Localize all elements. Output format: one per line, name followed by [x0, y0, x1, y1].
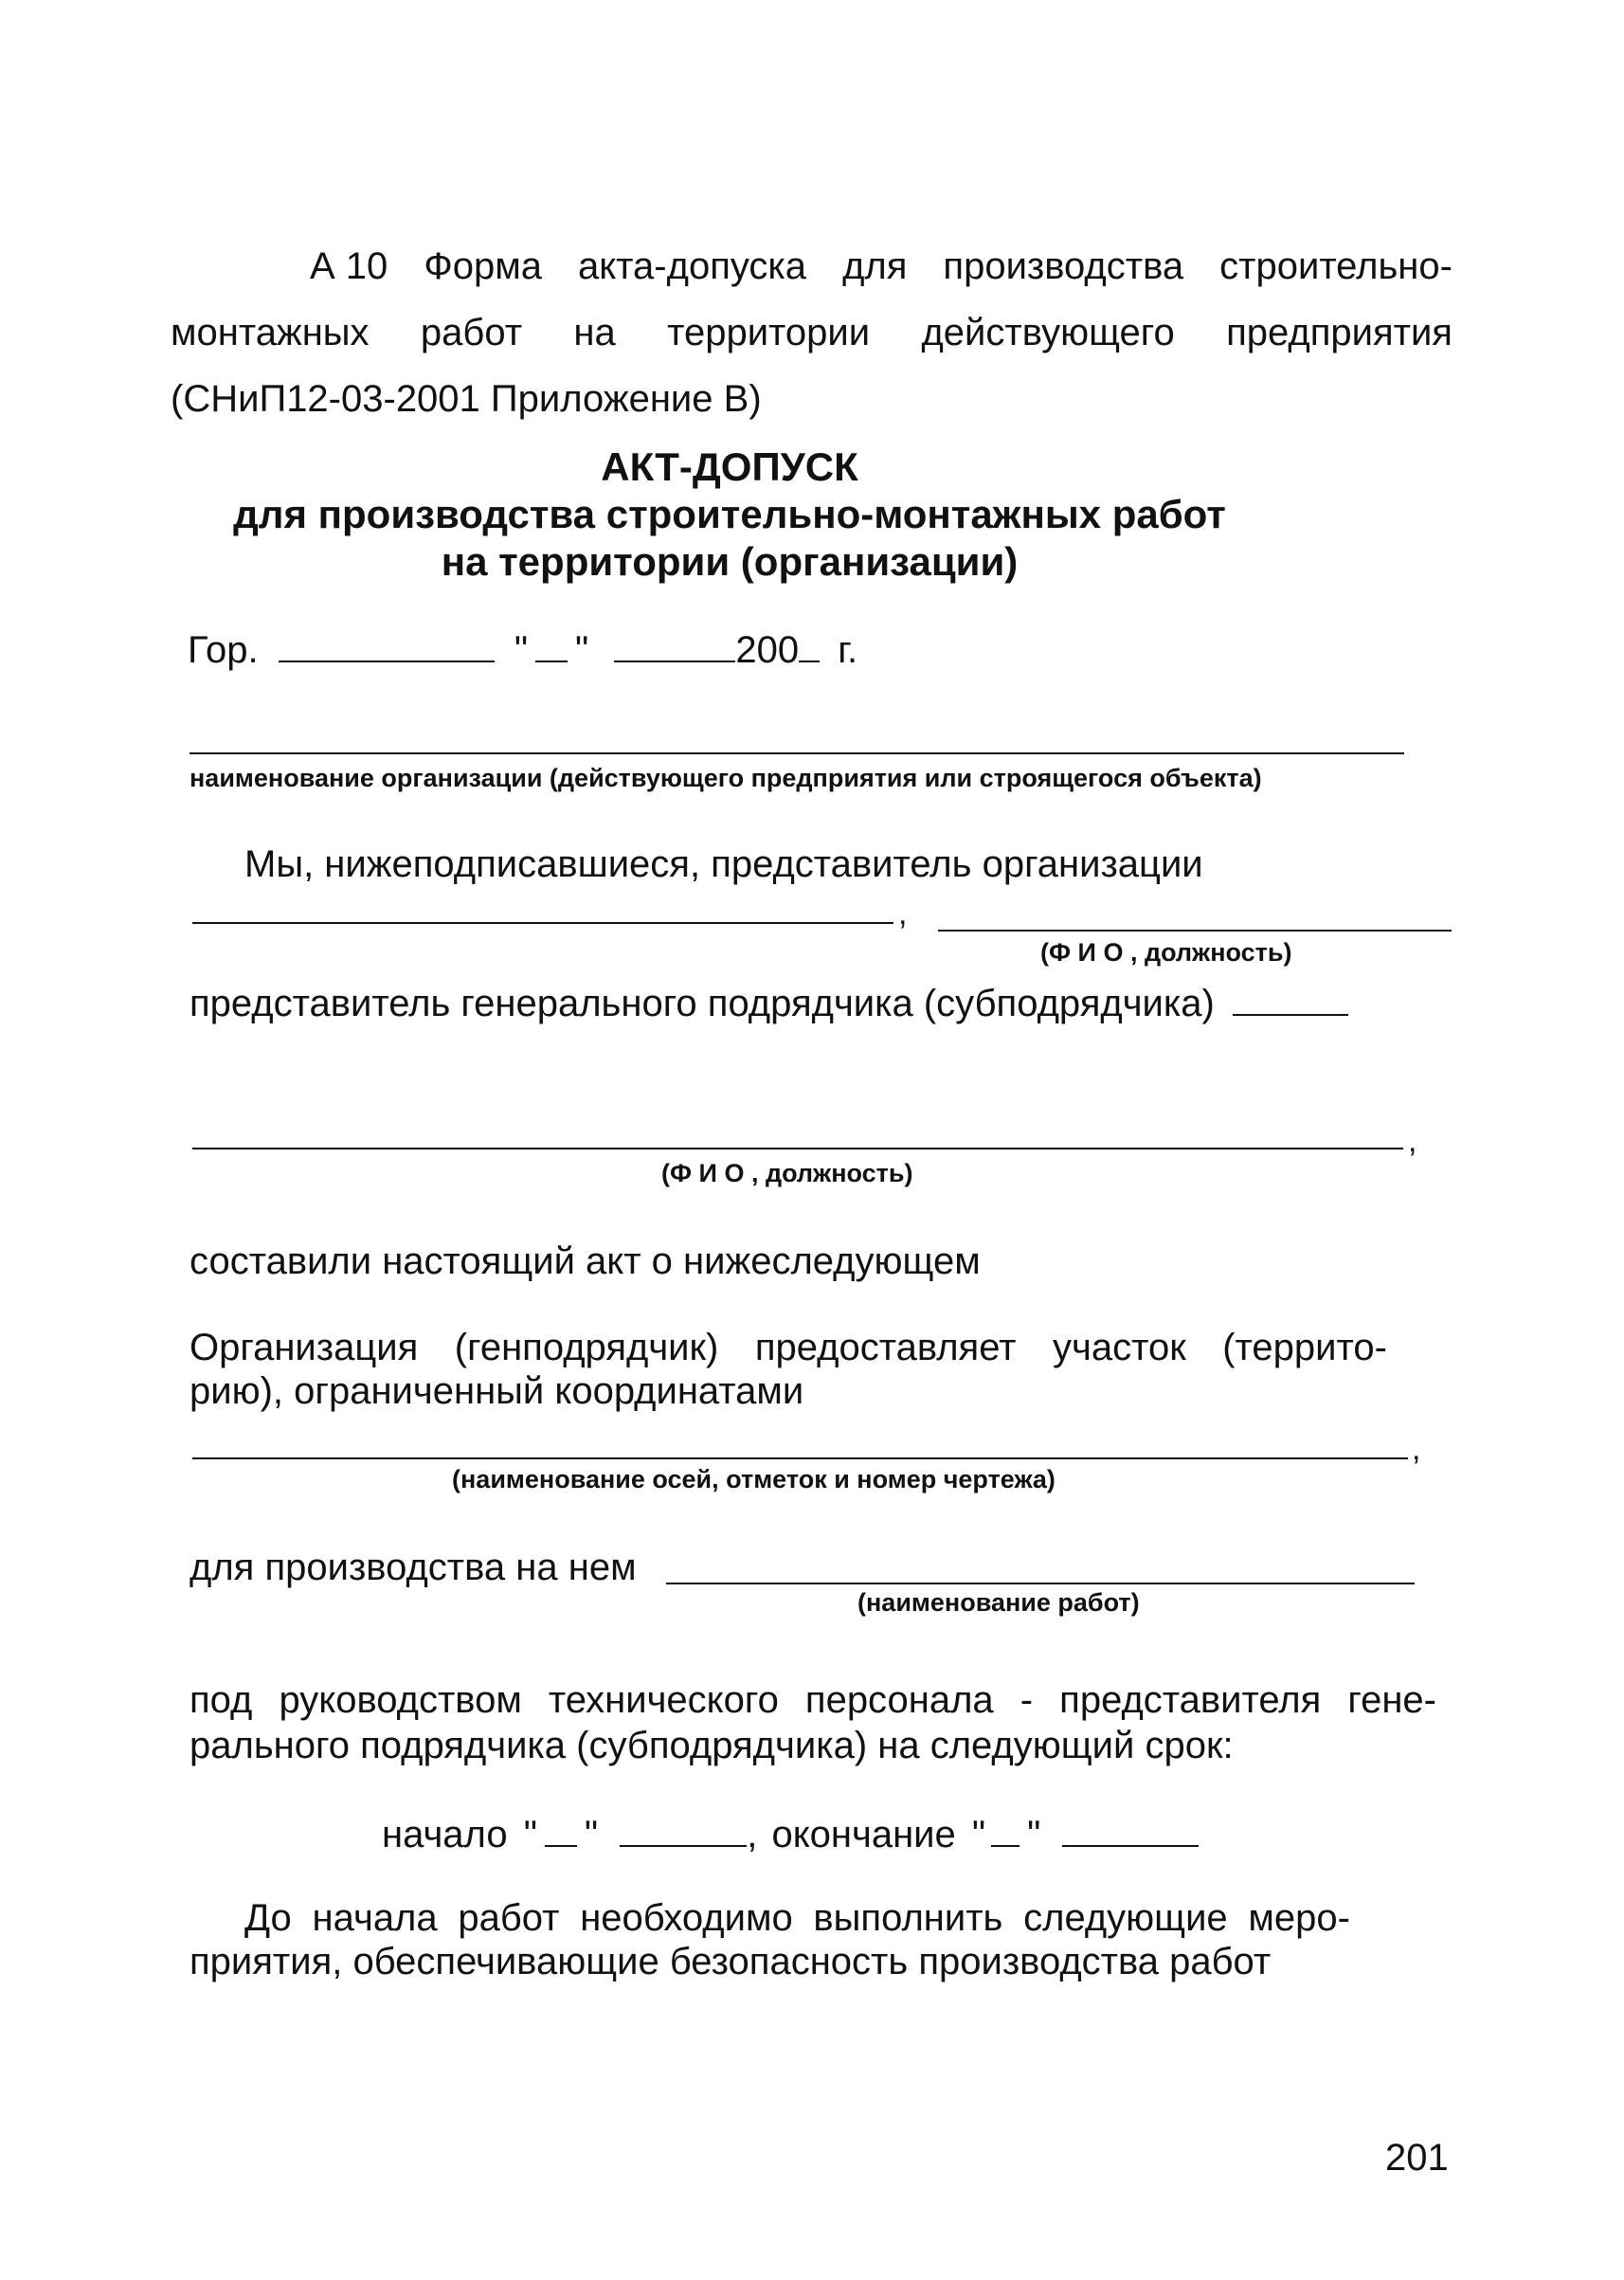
end-month-blank[interactable]: [1062, 1817, 1199, 1847]
measures-line-2: приятия, обеспечивающие безопасность производства работ: [189, 1941, 1272, 1982]
gen-contractor-fio-line[interactable]: [192, 1148, 1403, 1149]
supervision-line-2: рального подрядчика (субподрядчика) на следующий срок:: [189, 1725, 1234, 1766]
works-caption: (наименование работ): [857, 1588, 1140, 1617]
gen-contractor-rep-text: представитель генерального подрядчика (субподрядчика): [189, 981, 1348, 1026]
year-prefix: 200: [735, 629, 800, 671]
works-line[interactable]: [666, 1583, 1415, 1584]
end-day-blank[interactable]: [991, 1817, 1020, 1847]
org-name-caption: наименование организации (действующего предприятия или строящегося объекта): [189, 764, 1262, 792]
gen-contractor-rep-blank[interactable]: [1233, 986, 1348, 1016]
city-blank[interactable]: [279, 632, 495, 662]
start-label: начало: [382, 1814, 508, 1855]
axes-line[interactable]: [192, 1457, 1408, 1459]
page-number: 201: [1385, 2137, 1449, 2179]
start-day-blank[interactable]: [545, 1817, 577, 1847]
heading-line-2: монтажных работ на территории действующего предприятия: [171, 312, 1453, 353]
comma: ,: [1408, 1123, 1417, 1159]
term-line: начало " " , окончание " ": [382, 1812, 1199, 1857]
fio-caption-1: (Ф И О , должность): [1040, 938, 1292, 967]
year-blank[interactable]: [799, 632, 820, 662]
document-title: АКТ-ДОПУСК: [601, 444, 858, 489]
month-blank[interactable]: [614, 632, 735, 662]
day-blank[interactable]: [535, 632, 568, 662]
fio-caption-2: (Ф И О , должность): [661, 1159, 913, 1187]
composed-act-text: составили настоящий акт о нижеследующем: [189, 1240, 981, 1282]
date-line: Гор. " " 200 г.: [188, 629, 858, 671]
for-production-text: для производства на нем: [189, 1547, 637, 1588]
org-provides-line-1: Организация (генподрядчик) предоставляет участок (террито-: [189, 1327, 1387, 1368]
document-subtitle-2: на территории (организации): [441, 539, 1019, 584]
start-month-blank[interactable]: [620, 1817, 747, 1847]
undersigned-text: Мы, нижеподписавшиеся, представитель организации: [244, 843, 1203, 885]
org-rep-fio-line[interactable]: [938, 930, 1452, 932]
comma: ,: [898, 896, 908, 932]
city-label: Гор.: [188, 629, 259, 671]
comma: ,: [1412, 1431, 1421, 1467]
org-rep-line[interactable]: [192, 922, 893, 924]
document-subtitle-1: для производства строительно-монтажных работ: [233, 492, 1226, 536]
supervision-line-1: под руководством технического персонала - представителя гене-: [189, 1679, 1436, 1721]
heading-line-3: (СНиП12-03-2001 Приложение В): [171, 378, 762, 420]
heading-line-1: А 10 Форма акта-допуска для производства строительно-: [310, 245, 1453, 287]
org-name-line[interactable]: [189, 752, 1404, 754]
org-provides-line-2: рию), ограниченный координатами: [189, 1370, 804, 1412]
measures-line-1: До начала работ необходимо выполнить следующие меро-: [244, 1897, 1350, 1939]
axes-caption: (наименование осей, отметок и номер чертежа): [452, 1465, 1056, 1493]
end-label: окончание: [771, 1814, 956, 1855]
